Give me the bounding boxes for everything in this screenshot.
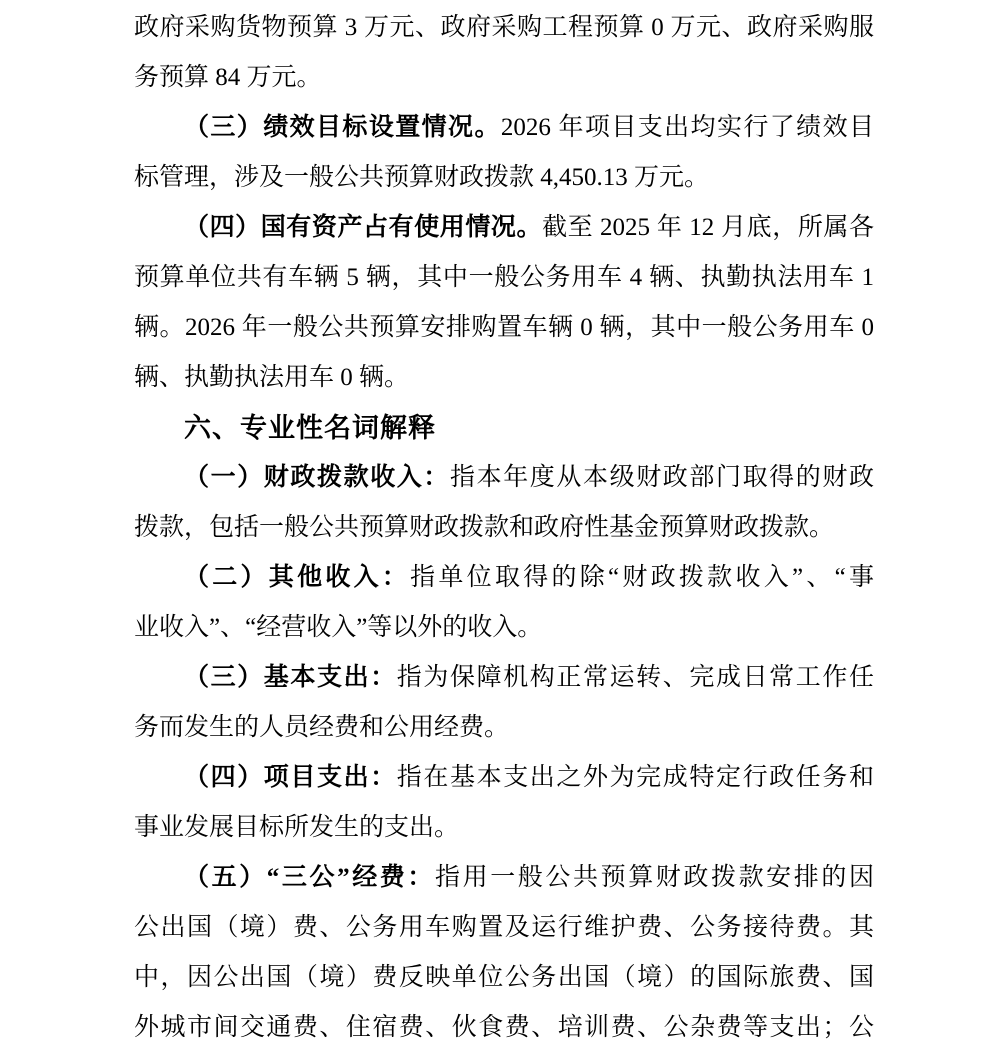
term-label: （五）“三公”经费： — [184, 864, 435, 891]
text-line — [134, 53, 874, 103]
body-text: 截至 2025 年 12 月底，所属各 — [542, 214, 874, 241]
body-text: 务而发生的人员经费和公用经费。 — [134, 714, 510, 741]
text-line — [134, 753, 874, 803]
text-line — [134, 203, 874, 253]
text-line — [134, 3, 874, 53]
body-text: 指本年度从本级财政部门取得的财政 — [450, 464, 874, 491]
text-line — [134, 253, 874, 303]
text-line — [134, 653, 874, 703]
term-label: （一）财政拨款收入： — [184, 464, 450, 491]
text-line — [134, 153, 874, 203]
text-line — [134, 803, 874, 853]
body-text: 指单位取得的除“财政拨款收入”、“事 — [410, 564, 874, 591]
section-heading — [134, 403, 874, 453]
term-label: （三）绩效目标设置情况。 — [184, 114, 501, 141]
text-line — [134, 853, 874, 903]
body-text: 2026 年项目支出均实行了绩效目 — [500, 114, 874, 141]
body-text: 公出国（境）费、公务用车购置及运行维护费、公务接待费。其 — [134, 914, 874, 941]
body-text: 拨款，包括一般公共预算财政拨款和政府性基金预算财政拨款。 — [134, 514, 835, 541]
text-line — [134, 303, 874, 353]
term-label: （四）项目支出： — [184, 764, 397, 791]
text-line — [134, 1003, 874, 1053]
body-text: 外城市间交通费、住宿费、伙食费、培训费、公杂费等支出；公 — [134, 1014, 874, 1041]
body-text: 业收入”、“经营收入”等以外的收入。 — [134, 614, 543, 641]
body-text: 中，因公出国（境）费反映单位公务出国（境）的国际旅费、国 — [134, 964, 874, 991]
body-text: 指用一般公共预算财政拨款安排的因 — [435, 864, 874, 891]
body-text: 预算单位共有车辆 5 辆，其中一般公务用车 4 辆、执勤执法用车 1 — [134, 264, 874, 291]
body-text: 辆。2026 年一般公共预算安排购置车辆 0 辆，其中一般公务用车 0 — [134, 314, 874, 341]
body-text: 事业发展目标所发生的支出。 — [134, 814, 460, 841]
text-line — [134, 953, 874, 1003]
body-text: 政府采购货物预算 3 万元、政府采购工程预算 0 万元、政府采购服 — [134, 14, 874, 41]
text-line — [134, 703, 874, 753]
body-text: 务预算 84 万元。 — [134, 64, 322, 91]
body-text: 辆、执勤执法用车 0 辆。 — [134, 364, 410, 391]
text-line — [134, 553, 874, 603]
text-line — [134, 353, 874, 403]
text-line — [134, 453, 874, 503]
text-line — [134, 603, 874, 653]
body-text: 标管理，涉及一般公共预算财政拨款 4,450.13 万元。 — [134, 164, 710, 191]
text-line — [134, 103, 874, 153]
term-label: （四）国有资产占有使用情况。 — [184, 214, 543, 241]
heading-text: 六、专业性名词解释 — [184, 413, 436, 443]
term-label: （二）其他收入： — [184, 564, 411, 591]
term-label: （三）基本支出： — [184, 664, 397, 691]
text-line — [134, 503, 874, 553]
body-text: 指为保障机构正常运转、完成日常工作任 — [396, 664, 874, 691]
text-line — [134, 903, 874, 953]
body-text: 指在基本支出之外为完成特定行政任务和 — [396, 764, 874, 791]
document-body — [134, 3, 874, 1053]
